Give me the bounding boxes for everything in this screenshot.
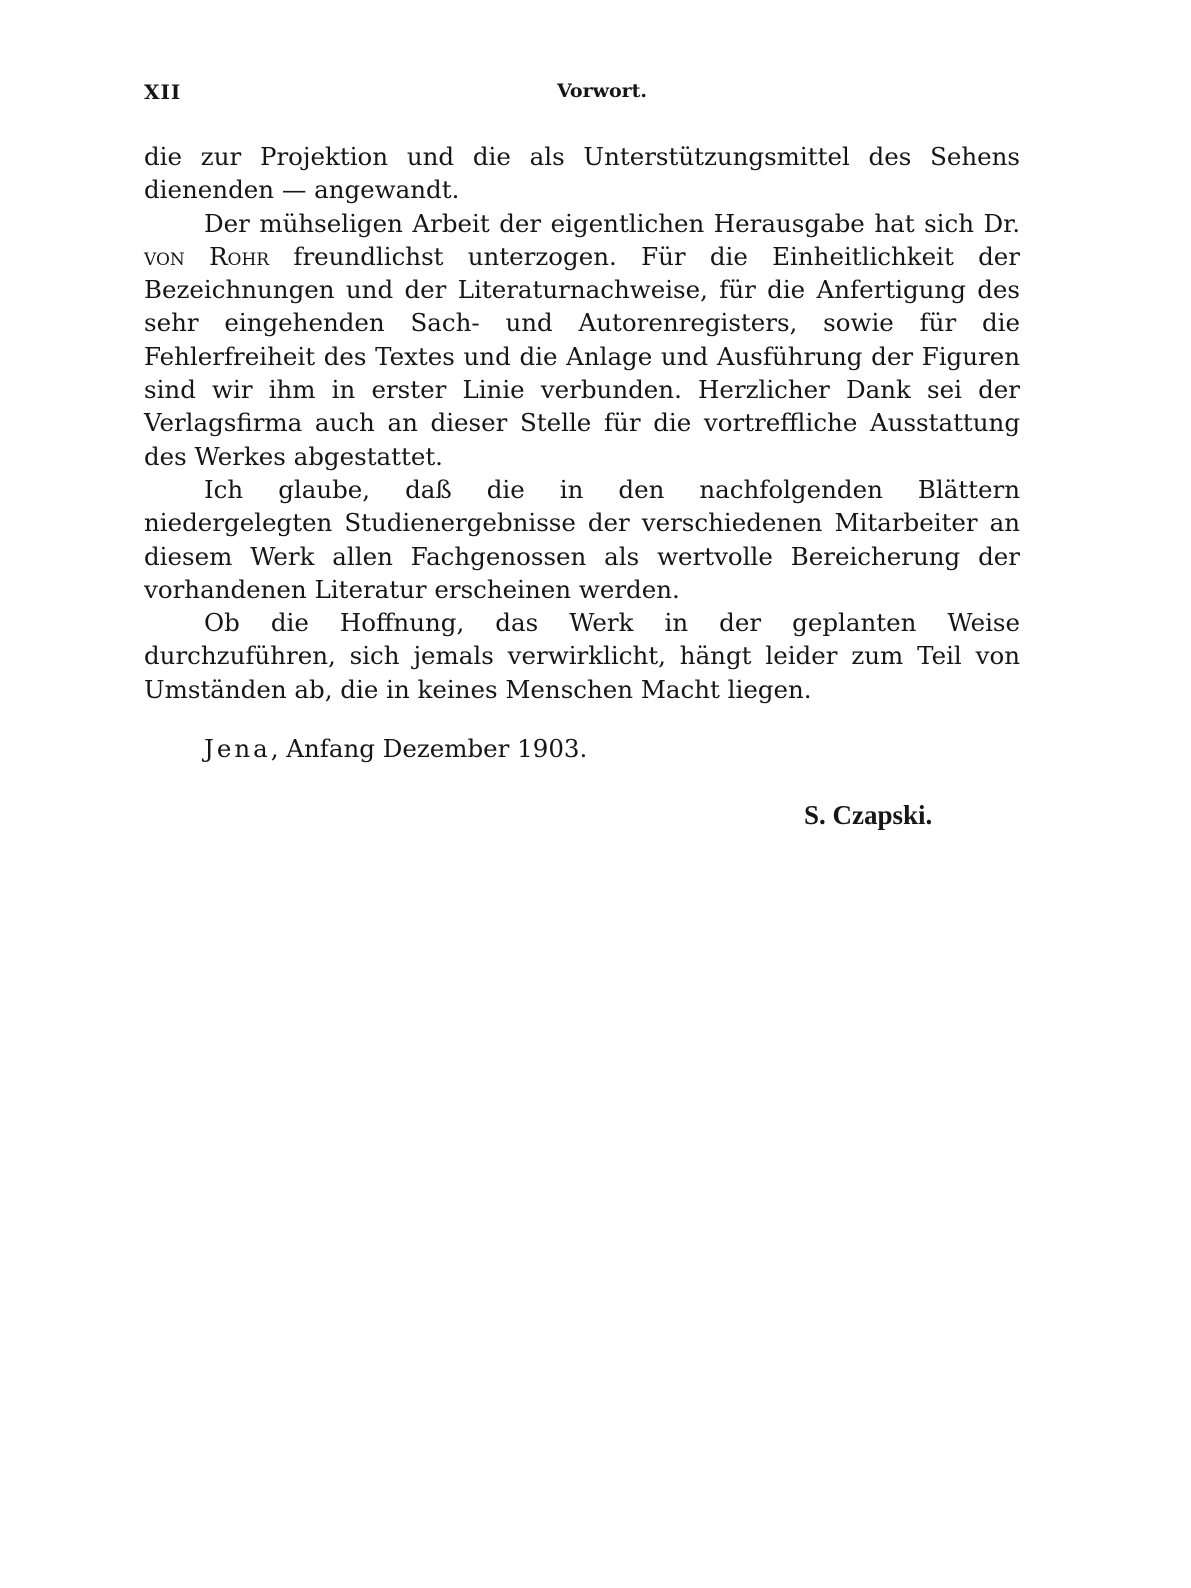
signature: S. Czapski. bbox=[804, 800, 933, 830]
editor-name: von Rohr bbox=[144, 241, 270, 271]
page-number: XII bbox=[144, 80, 182, 104]
paragraph-hope: Ob die Hoffnung, das Werk in der geplanten Weise durchzuführen, sich jemals verwirklicht, hängt leider zum Teil von Umständen ab, die in keines Menschen Macht liegen. bbox=[144, 608, 1020, 704]
page-header bbox=[144, 80, 1020, 110]
paragraph-results: Ich glaube, daß die in den nachfolgenden Blättern niedergelegten Studienergebnisse der verschiedenen Mitarbeiter an diesem Werk allen Fachgenossen als wertvolle Bereicherung der vorhandenen Literatur erscheinen werden. bbox=[144, 474, 1020, 604]
date: , Anfang Dezember 1903. bbox=[270, 734, 588, 763]
place: Jena bbox=[204, 734, 271, 763]
paragraph-acknowledgement bbox=[144, 207, 1020, 473]
body-text bbox=[144, 140, 1020, 706]
running-title: Vorwort. bbox=[556, 80, 648, 102]
paragraph-text: freundlichst unterzogen. Für die Einheitlichkeit der Bezeichnungen und der Literaturnachweise, für die Anfertigung des sehr eingehenden Sach- und Autorenregisters, sowie für die Fehlerfreiheit des Textes und die Anlage und Ausführung der Figuren sind wir ihm in erster Linie verbunden. Herzlicher Dank sei der Verlagsfirma auch an dieser Stelle für die vortreffliche Ausstattung des Werkes abgestattet. bbox=[144, 241, 1020, 471]
paragraph-text: Der mühseligen Arbeit der eigentlichen Herausgabe hat sich Dr. bbox=[204, 208, 1020, 238]
paragraph-continuation: die zur Projektion und die als Unterstützungsmittel des Sehens dienenden — angewandt. bbox=[144, 142, 1020, 205]
place-date-line bbox=[204, 734, 587, 763]
